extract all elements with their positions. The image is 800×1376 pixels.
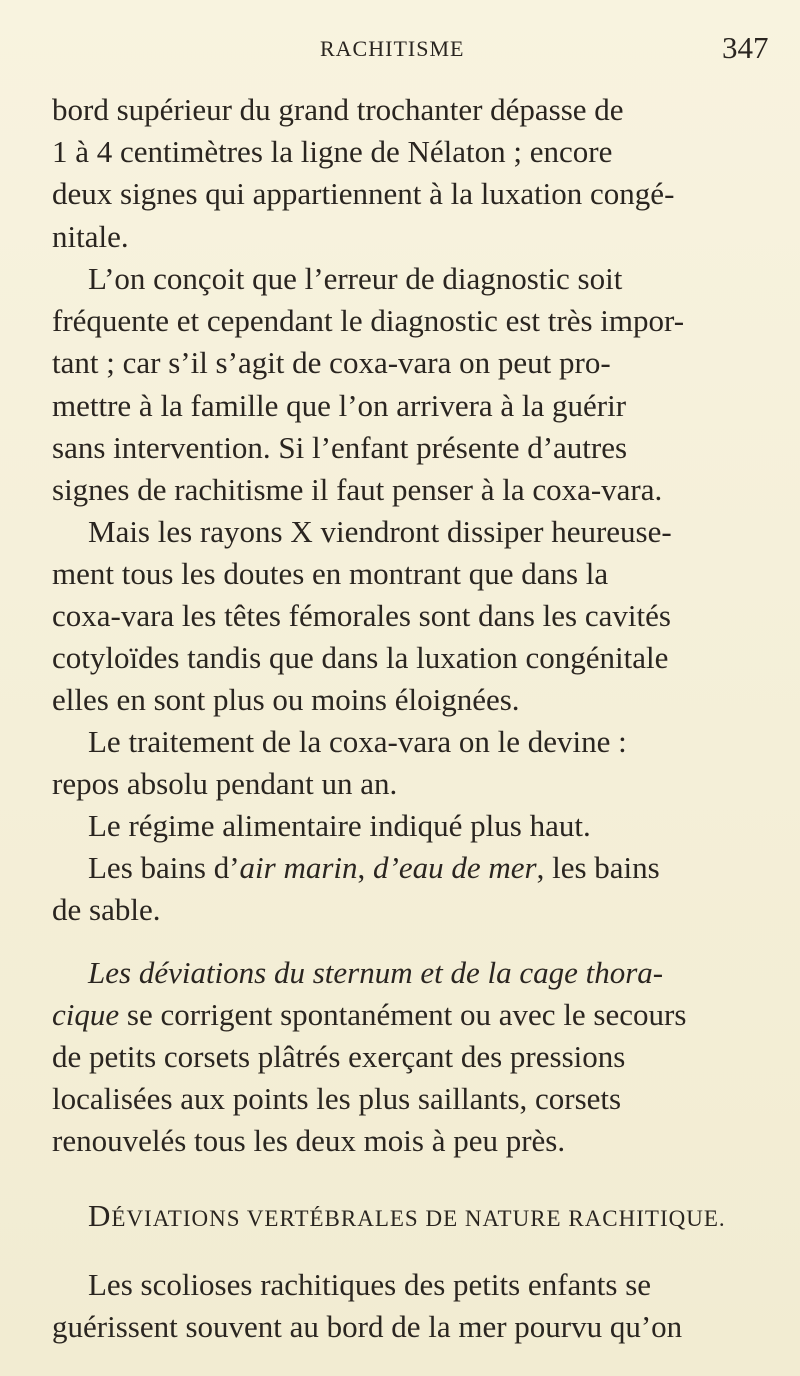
page-number: 347	[722, 30, 769, 65]
text-line: coxa-vara les têtes fémorales sont dans les cavités	[52, 598, 671, 633]
italic-run: cique	[52, 997, 120, 1032]
text-line: repos absolu pendant un an.	[52, 766, 398, 801]
text-line: Le régime alimentaire indiqué plus haut.	[88, 808, 591, 843]
text-line: ment tous les doutes en montrant que dans la	[52, 556, 609, 591]
italic-run: d’eau de mer	[373, 850, 537, 885]
text-line	[88, 953, 663, 993]
italic-run: Les déviations du sternum et de la cage thora-	[88, 955, 664, 990]
text-run: Les bains d’	[88, 850, 240, 885]
heading-initial: D	[88, 1198, 112, 1233]
running-title: RACHITISME	[320, 36, 465, 61]
text-line: de petits corsets plâtrés exerçant des pressions	[52, 1039, 626, 1074]
text-run: , les bains	[536, 850, 660, 885]
text-line: sans intervention. Si l’enfant présente d’autres	[52, 430, 628, 465]
text-line: Mais les rayons X viendront dissiper heureuse-	[88, 514, 672, 549]
text-line: cotyloïdes tandis que dans la luxation congénitale	[52, 640, 669, 675]
text-run: se corrigent spontanément ou avec le secours	[119, 997, 687, 1032]
text-line	[88, 848, 660, 888]
text-line: 1 à 4 centimètres la ligne de Nélaton ; encore	[52, 134, 613, 169]
text-line: Les scolioses rachitiques des petits enfants se	[88, 1267, 652, 1302]
text-line: L’on conçoit que l’erreur de diagnostic soit	[88, 261, 623, 296]
text-line: Le traitement de la coxa-vara on le devine :	[88, 724, 627, 759]
text-line: signes de rachitisme il faut penser à la coxa-vara.	[52, 472, 663, 507]
text-run: ,	[357, 850, 374, 885]
text-line: localisées aux points les plus saillants, corsets	[52, 1081, 622, 1116]
heading-rest: ÉVIATIONS VERTÉBRALES DE NATURE RACHITIQUE.	[111, 1206, 726, 1231]
section-heading	[88, 1196, 726, 1239]
text-line: guérissent souvent au bord de la mer pourvu qu’on	[52, 1309, 683, 1344]
text-line: nitale.	[52, 219, 129, 254]
text-line: mettre à la famille que l’on arrivera à la guérir	[52, 388, 627, 423]
text-line: tant ; car s’il s’agit de coxa-vara on peut pro-	[52, 345, 611, 380]
italic-run: air marin	[239, 850, 358, 885]
text-line: de sable.	[52, 892, 161, 927]
text-line: elles en sont plus ou moins éloignées.	[52, 682, 520, 717]
text-line: fréquente et cependant le diagnostic est très impor-	[52, 303, 685, 338]
text-line: deux signes qui appartiennent à la luxation congé-	[52, 176, 675, 211]
text-line: bord supérieur du grand trochanter dépasse de	[52, 92, 624, 127]
text-line	[52, 995, 686, 1035]
text-line: renouvelés tous les deux mois à peu près.	[52, 1123, 566, 1158]
